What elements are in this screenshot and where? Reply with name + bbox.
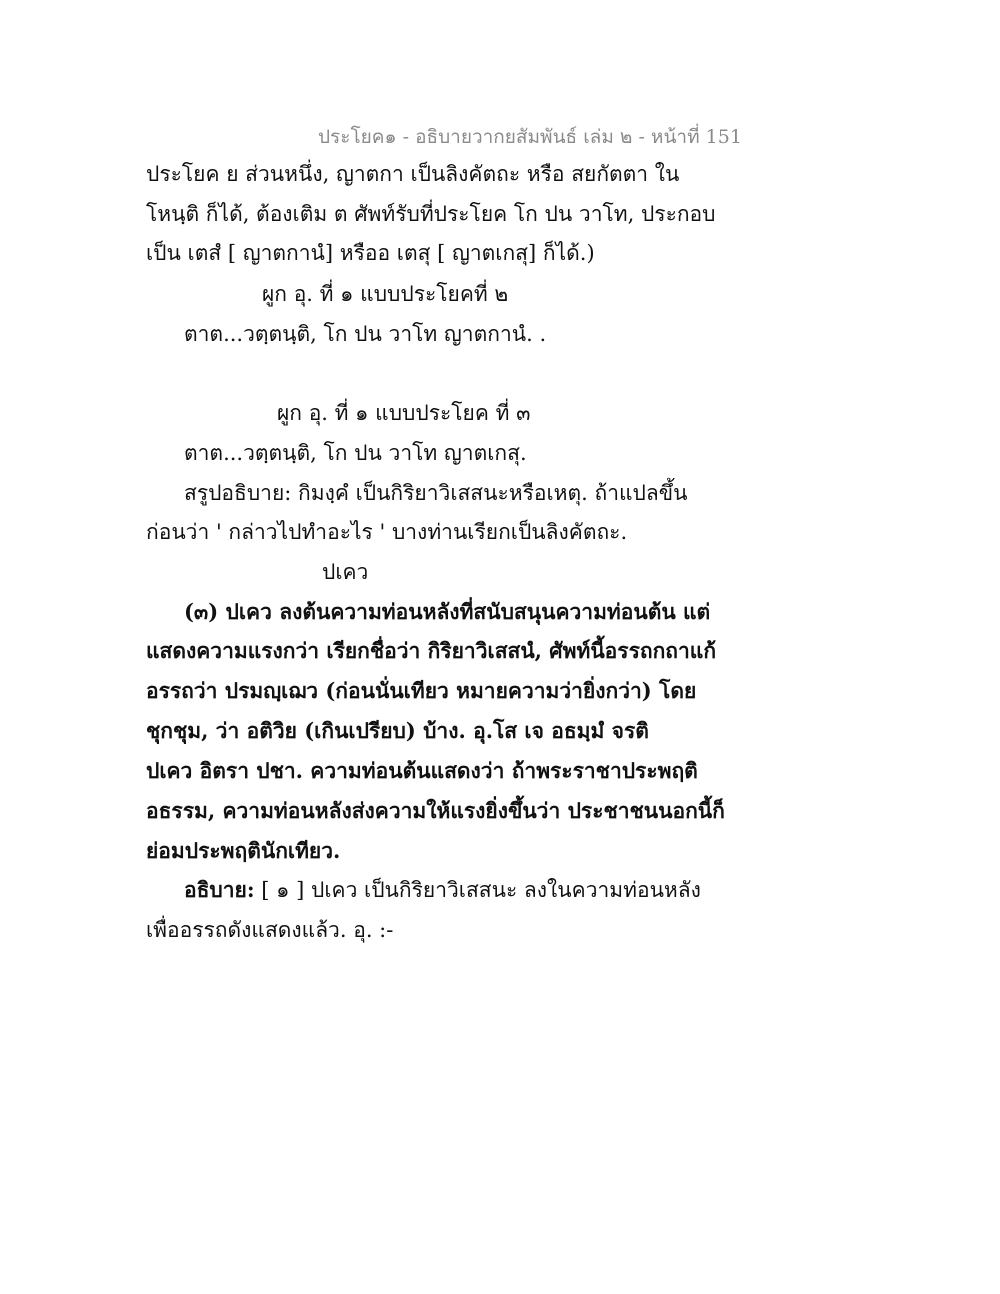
bold-text-line: (๓) ปเคว ลงต้นความท่อนหลังที่สนับสนุนความท่อนต้น แต่: [184, 599, 711, 624]
bold-text-line: ชุกชุม, ว่า อติวิย (เกินเปรียบ) บ้าง. อุ.โส เจ อธมฺมํ จรติ: [146, 718, 649, 743]
example-heading: ผูก อุ. ที่ ๑ แบบประโยค ที่ ๓: [277, 401, 531, 425]
bold-text-line: อรรถว่า ปรมญฺเฌว (ก่อนนั่นเทียว หมายความว่ายิ่งกว่า) โดย: [146, 678, 697, 703]
explanation-text: [ ๑ ] ปเคว เป็นกิริยาวิเสสนะ ลงในความท่อนหลัง: [254, 878, 701, 902]
text-line: [184, 876, 701, 904]
running-header: ประโยค๑ - อธิบายวากยสัมพันธ์ เล่ม ๒ - หน้าที่ 151: [318, 126, 742, 148]
text-line: ประโยค ย ส่วนหนึ่ง, ญาตกา เป็นลิงคัตถะ หรือ สยกัตตา ใน: [146, 162, 680, 186]
example-heading: ผูก อุ. ที่ ๑ แบบประโยคที่ ๒: [262, 282, 509, 306]
bold-text-line: อธรรม, ความท่อนหลังส่งความให้แรงยิ่งขึ้นว่า ประชาชนนอกนี้ก็: [146, 798, 725, 823]
bold-text-line: ย่อมประพฤตินักเทียว.: [146, 838, 341, 863]
section-heading: ปเคว: [322, 560, 369, 584]
text-line: เพื่ออรรถดังแสดงแล้ว. อุ. :-: [146, 918, 394, 942]
text-line: ตาต...วตฺตนฺติ, โก ปน วาโท ญาตกานํ. .: [184, 322, 547, 346]
text-line: ตาต...วตฺตนฺติ, โก ปน วาโท ญาตเกสุ.: [184, 441, 527, 465]
bold-text-line: แสดงความแรงกว่า เรียกชื่อว่า กิริยาวิเสสนํ, ศัพท์นี้อรรถกถาแก้: [146, 638, 717, 663]
text-line: โหนฺติ ก็ได้, ต้องเติม ต ศัพท์รับที่ประโยค โก ปน วาโท, ประกอบ: [146, 202, 716, 226]
text-line: สรูปอธิบาย: กิมงฺคํ เป็นกิริยาวิเสสนะหรือเหตุ. ถ้าแปลขึ้น: [184, 481, 688, 505]
text-line: เป็น เตสํ [ ญาตกานํ] หรืออ เตสุ [ ญาตเกสุ] ก็ได้.): [146, 241, 595, 265]
explanation-label: อธิบาย:: [184, 877, 255, 902]
text-line: ก่อนว่า ' กล่าวไปทำอะไร ' บางท่านเรียกเป็นลิงคัตถะ.: [146, 520, 628, 544]
bold-text-line: ปเคว อิตรา ปชา. ความท่อนต้นแสดงว่า ถ้าพระราชาประพฤติ: [146, 758, 698, 783]
